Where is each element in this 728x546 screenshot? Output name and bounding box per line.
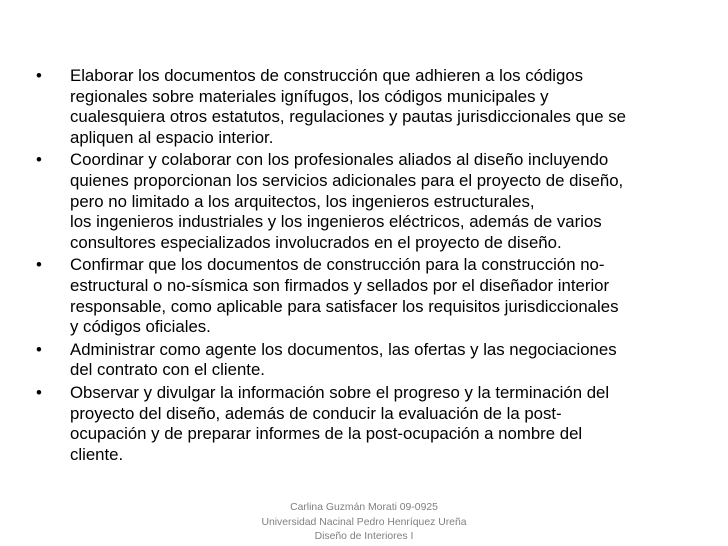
bullet-line: Administrar como agente los documentos, las ofertas y las negociaciones [70,339,617,359]
bullet-item [36,383,686,465]
bullet-dot-icon: • [36,339,42,359]
bullet-line: cualesquiera otros estatutos, regulaciones y pautas jurisdiccionales que se [70,107,626,127]
bullet-line: responsable, como aplicable para satisfacer los requisitos jurisdiccionales [70,296,619,316]
bullet-item [36,66,686,148]
bullet-line: apliquen al espacio interior. [70,127,274,147]
bullet-line: pero no limitado a los arquitectos, los ingenieros estructurales, [70,191,535,211]
bullet-line: Elaborar los documentos de construcción que adhieren a los códigos [70,66,584,85]
bullet-line: cliente. [70,444,124,464]
footer-author: Carlina Guzmán Morati 09-0925 [290,502,438,513]
bullet-text [70,66,686,148]
bullet-dot-icon: • [36,150,42,170]
bullet-line: proyecto del diseño, además de conducir la evaluación de la post- [70,403,562,423]
bullet-line: estructural o no-sísmica son firmados y sellados por el diseñador interior [70,275,610,295]
bullet-text [70,383,686,465]
bullet-line: y códigos oficiales. [70,317,211,337]
bullet-dot-icon: • [36,66,42,85]
bullet-dot-icon: • [36,255,42,275]
bullet-text [70,255,686,337]
bullet-line: Confirmar que los documentos de construcción para la construcción no- [70,255,605,275]
bullet-line: ocupación y de preparar informes de la post-ocupación a nombre del [70,424,583,444]
bullet-line: los ingenieros industriales y los ingenieros eléctricos, además de varios [70,212,602,232]
bullet-line: del contrato con el cliente. [70,360,265,380]
bullet-text [70,150,686,253]
bullet-line: Observar y divulgar la información sobre el progreso y la terminación del [70,382,610,402]
bullet-dot-icon: • [36,382,42,402]
bullet-line: regionales sobre materiales ignífugos, los códigos municipales y [70,86,549,106]
bullet-item [36,150,686,253]
slide-footer [214,501,514,545]
bullet-line: consultores especializados involucrados en el proyecto de diseño. [70,232,562,252]
footer-course: Diseño de Interiores I [314,531,414,543]
bullet-text [70,340,686,381]
bullet-line: Coordinar y colaborar con los profesionales aliados al diseño incluyendo [70,150,609,170]
bullet-item [36,255,686,337]
footer-university: Universidad Nacinal Pedro Henríquez Ureña [261,516,467,528]
bullet-list [36,66,686,467]
bullet-item [36,340,686,381]
bullet-line: quienes proporcionan los servicios adicionales para el proyecto de diseño, [70,170,624,190]
